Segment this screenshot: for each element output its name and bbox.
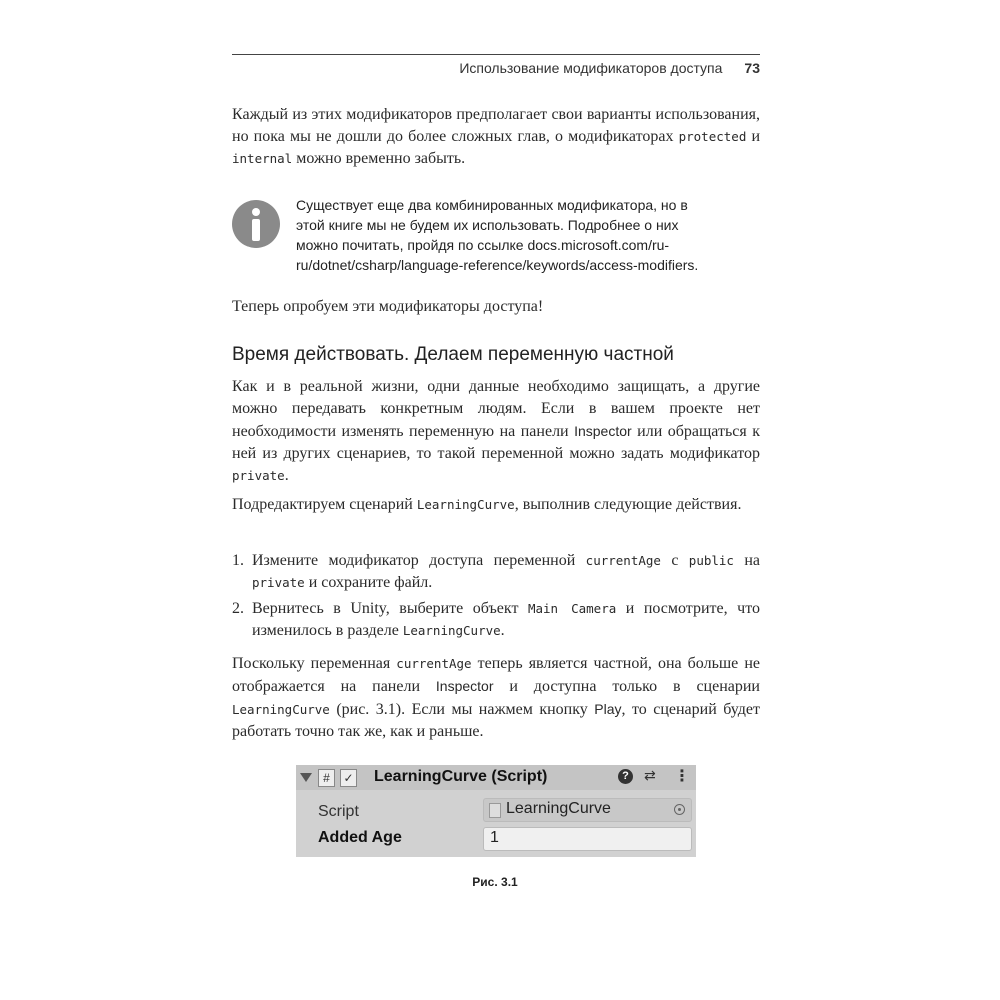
component-header [296,765,696,790]
enabled-checkbox[interactable]: ✓ [340,769,357,787]
text-run: Вернитесь в Unity, выберите объект [252,600,528,617]
code-learningcurve: LearningCurve [416,497,515,512]
text-run: или обращаться к ней из других сценариев, то такой переменной можно задать модификатор [232,423,760,462]
text-run: Поскольку переменная [232,655,397,672]
script-object-field[interactable] [483,798,692,822]
component-title: LearningCurve (Script) [374,768,548,785]
code-private: private [252,575,305,590]
text-run: Как и в реальной жизни, одни данные необходимо защищать, а другие можно передавать конкретным людям. Если в вашем проекте нет необходимости изменять переменную на панели [232,378,760,440]
ui-term-play: Play [594,701,622,717]
text-run: Измените модификатор доступа переменной [252,552,586,569]
section-heading: Время действовать. Делаем переменную частной [232,344,674,365]
list-number: 1. [232,552,244,569]
paragraph-1 [232,104,760,170]
inspector-component-screenshot [296,765,696,857]
added-age-value: 1 [490,829,499,846]
text-run: и [746,128,761,145]
text-run: и доступна только в сценарии [493,678,760,695]
presets-icon[interactable]: ⇄ [644,767,656,783]
text-run: на [733,552,760,569]
info-note-text: Существует еще два комбинированных модификатора, но в этой книге мы не будем их использовать. Подробнее о них можно почитать, пройдя по ссылке docs.microsoft.com/ru-ru/dotnet/csharp/language-reference/keywords/access-modifiers. [296,197,699,273]
help-icon[interactable]: ? [618,769,633,784]
info-icon [232,200,280,248]
text-run: (рис. 3.1). Если мы нажмем кнопку [329,701,595,718]
text-run: Подредактируем сценарий [232,496,417,513]
list-number: 2. [232,600,244,617]
code-internal: internal [232,151,293,166]
paragraph-5 [232,653,760,743]
text-run: можно временно забыть. [292,150,466,167]
context-menu-icon[interactable]: ⋮ [674,768,690,785]
paragraph-3 [232,376,760,487]
code-protected: protected [678,129,747,144]
page-number: 73 [744,60,760,76]
code-learningcurve: LearningCurve [232,702,330,717]
script-hash-icon: # [318,769,335,787]
code-currentage: currentAge [585,553,661,568]
header-rule [232,54,760,55]
added-age-label: Added Age [318,829,402,846]
text-run: и сохраните файл. [304,574,433,591]
paragraph-4 [232,494,760,516]
text-run: , выполнив следующие действия. [514,496,742,513]
list-item-text [252,598,760,642]
list-item-text [252,550,760,594]
foldout-triangle-icon[interactable] [300,773,312,782]
script-field-value: LearningCurve [506,800,611,817]
script-label: Script [318,803,359,820]
code-public: public [688,553,734,568]
added-age-input[interactable] [483,827,692,851]
text-run: , то сценарий будет работать точно так же, как и раньше. [232,701,760,740]
text-run: Каждый из этих модификаторов предполагает свои варианты использования, но пока мы не дошли до более сложных глав, о модификаторах [232,106,760,145]
text-run: . [500,622,505,639]
code-currentage: currentAge [396,656,472,671]
text-run: теперь является частной, она больше не отображается на панели [232,655,760,695]
object-picker-icon[interactable] [674,804,685,815]
ui-term-inspector: Inspector [435,678,494,694]
running-title: Использование модификаторов доступа [459,60,723,76]
text-run: . [284,467,289,484]
code-learningcurve: LearningCurve [402,623,501,638]
ui-term-inspector: Inspector [574,423,632,439]
code-main-camera: Main Camera [527,601,617,616]
running-head [232,60,760,76]
script-file-icon [489,803,501,818]
figure-caption: Рис. 3.1 [472,875,518,889]
text-run: и посмотрите, что изменилось в разделе [252,600,760,639]
text-run: с [660,552,689,569]
code-private: private [232,468,285,483]
paragraph-2: Теперь опробуем эти модификаторы доступа! [232,298,544,315]
